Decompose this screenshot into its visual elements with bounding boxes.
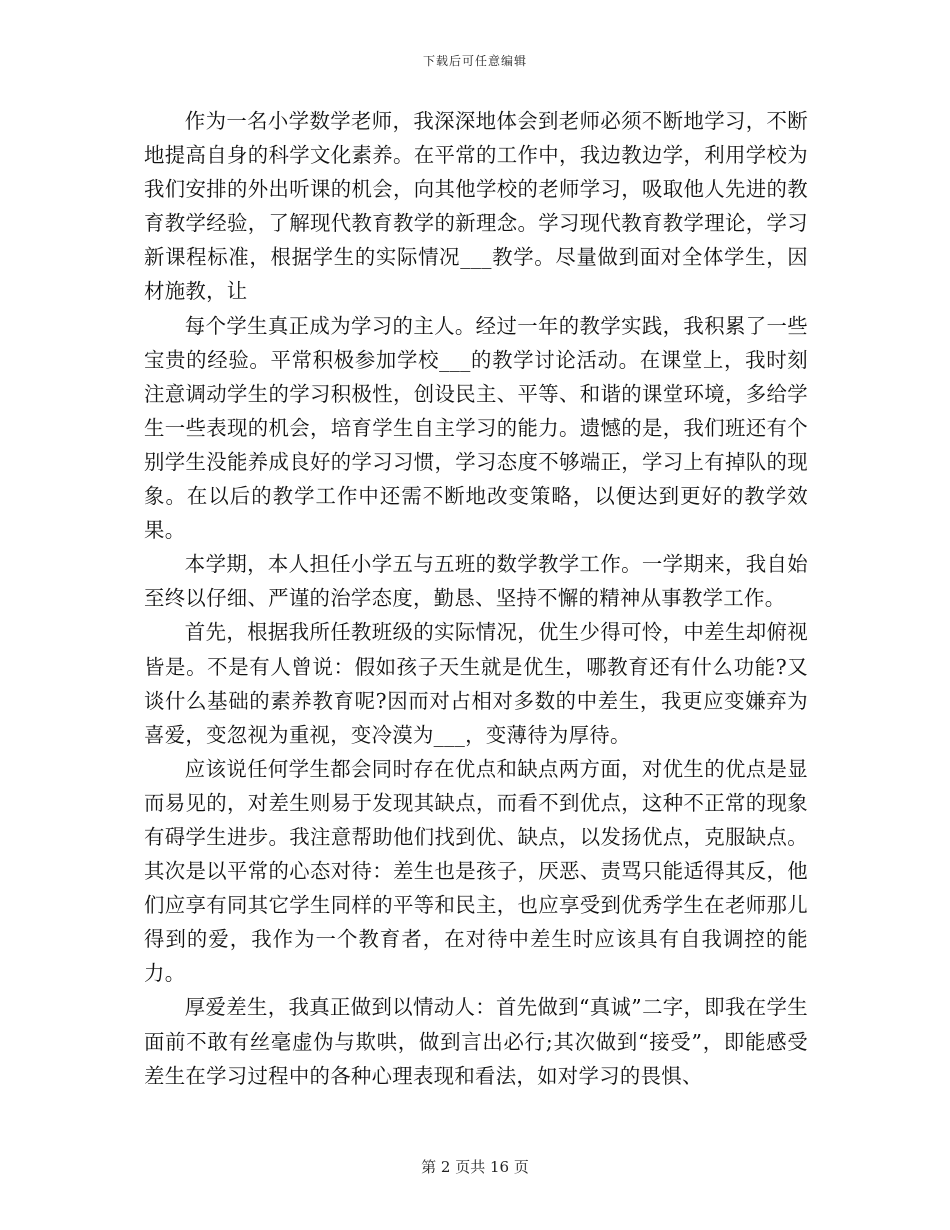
paragraph-3: 本学期，本人担任小学五与五班的数学教学工作。一学期来，我自始至终以仔细、严谨的治学态度，勤恳、坚持不懈的精神从事教学工作。 bbox=[144, 552, 808, 611]
paragraph-6: 厚爱差生，我真正做到以情动人：首先做到“真诚”二字，即我在学生面前不敢有丝毫虚伪与欺哄，做到言出必行;其次做到“接受”，即能感受差生在学习过程中的各种心理表现和看法，如对学习的畏惧、 bbox=[144, 995, 808, 1088]
paragraph-4: 首先，根据我所任教班级的实际情况，优生少得可怜，中差生却俯视皆是。不是有人曾说：假如孩子天生就是优生，哪教育还有什么功能?又谈什么基础的素养教育呢?因而对占相对多数的中差生，我更应变嫌弃为喜爱，变忽视为重视，变冷漠为___，变薄待为厚待。 bbox=[144, 620, 808, 747]
paragraph-5: 应该说任何学生都会同时存在优点和缺点两方面，对优生的优点是显而易见的，对差生则易于发现其缺点，而看不到优点，这种不正常的现象有碍学生进步。我注意帮助他们找到优、缺点，以发扬优点，克服缺点。其次是以平常的心态对待：差生也是孩子，厌恶、责骂只能适得其反，他们应享有同其它学生同样的平等和民主，也应享受到优秀学生在老师那儿得到的爱，我作为一个教育者，在对待中差生时应该具有自我调控的能力。 bbox=[144, 756, 808, 986]
paragraph-1: 作为一名小学数学老师，我深深地体会到老师必须不断地学习，不断地提高自身的科学文化素养。在平常的工作中，我边教边学，利用学校为我们安排的外出听课的机会，向其他学校的老师学习，吸取他人先进的教育教学经验，了解现代教育教学的新理念。学习现代教育教学理论，学习新课程标准，根据学生的实际情况___教学。尽量做到面对全体学生，因材施教，让 bbox=[144, 109, 808, 304]
document-body bbox=[144, 104, 808, 1093]
page-header-note: 下载后可任意编辑 bbox=[422, 54, 527, 68]
paragraph-2: 每个学生真正成为学习的主人。经过一年的教学实践，我积累了一些宝贵的经验。平常积极参加学校___的教学讨论活动。在课堂上，我时刻注意调动学生的学习积极性，创设民主、平等、和谐的课堂环境，多给学生一些表现的机会，培育学生自主学习的能力。遗憾的是，我们班还有个别学生没能养成良好的学习习惯，学习态度不够端正，学习上有掉队的现象。在以后的教学工作中还需不断地改变策略，以便达到更好的教学效果。 bbox=[144, 313, 808, 543]
page-number: 第 2 页共 16 页 bbox=[421, 1158, 529, 1176]
